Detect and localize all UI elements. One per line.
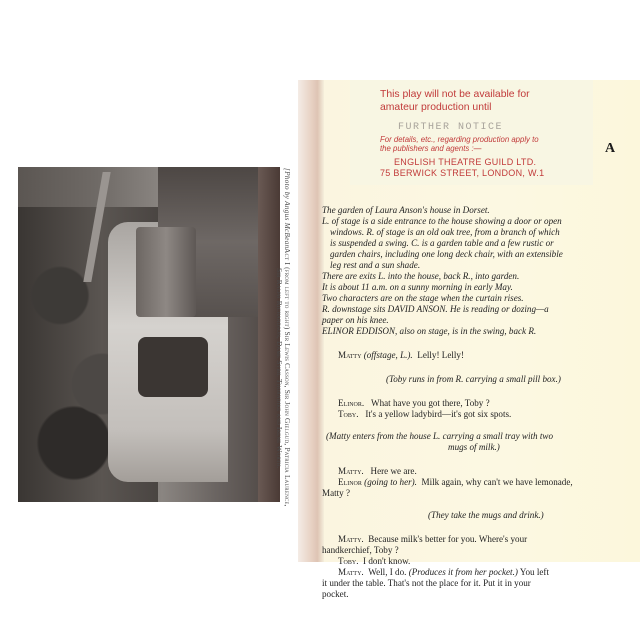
stage-direction: is suspended a swing. C. is a garden table and a few rustic or <box>330 238 554 248</box>
stage-direction: There are exits L. into the house, back R., into garden. <box>322 271 520 281</box>
stage-direction: It is about 11 a.m. on a sunny morning in early May. <box>322 282 513 292</box>
photo-pillar <box>136 227 196 317</box>
speech: It's a yellow ladybird—it's got six spots. <box>365 409 512 419</box>
dialogue-continuation: handkerchief, Toby ? <box>322 545 399 555</box>
direction: (offstage, L.). <box>363 350 413 360</box>
stamp-address: 75 BERWICK STREET, LONDON, W.1 <box>380 168 545 178</box>
speech: I don't know. <box>363 556 411 566</box>
stage-direction: L. of stage is a side entrance to the house showing a door or open <box>322 216 562 226</box>
stage-photograph <box>18 167 280 502</box>
book-spine <box>298 80 324 562</box>
stage-direction: garden chairs, including one long deck chair, with an extensible <box>330 249 563 259</box>
stamp-line-4: the publishers and agents :— <box>380 144 482 153</box>
dialogue-line <box>338 350 464 361</box>
stamp-line-2: amateur production until <box>380 102 492 113</box>
stamp-line-3: For details, etc., regarding production apply to <box>380 135 539 144</box>
caption-line-2: Sir Ralph Richardson, Dame Sybil Thorndike and Irene Worth. <box>275 268 284 469</box>
speaker: Matty. <box>338 466 364 476</box>
stage-direction: R. downstage sits DAVID ANSON. He is reading or dozing—a <box>322 304 549 314</box>
direction-line: (Toby runs in from R. carrying a small pill box.) <box>386 374 561 384</box>
speech: Here we are. <box>370 466 417 476</box>
dialogue-line <box>338 398 490 409</box>
speaker: Toby. <box>338 556 359 566</box>
dialogue-line <box>338 567 549 578</box>
speech: Lelly! Lelly! <box>417 350 464 360</box>
speech: Well, I do. <box>368 567 407 577</box>
stage-direction: Two characters are on the stage when the curtain rises. <box>322 293 524 303</box>
stamp-publisher: ENGLISH THEATRE GUILD LTD. <box>394 157 537 167</box>
direction-line: (Matty enters from the house L. carrying a small tray with two <box>326 431 553 441</box>
speaker: Elinor <box>338 477 362 487</box>
dialogue-continuation: it under the table. That's not the place for it. Put it in your <box>322 578 531 588</box>
photo-tree-trunk <box>138 337 208 397</box>
speaker: Matty <box>338 350 362 360</box>
photo-credit: [Photo by Angus McBean. <box>283 168 292 251</box>
dialogue-continuation: Matty ? <box>322 488 351 498</box>
stamp-further-notice: FURTHER NOTICE <box>398 122 504 133</box>
dialogue-line <box>338 477 573 488</box>
left-page <box>0 0 298 640</box>
direction-line: (They take the mugs and drink.) <box>428 510 544 520</box>
dialogue-continuation: pocket. <box>322 589 349 599</box>
caption-line-1: Act I (from left to right) Sir Lewis Casson, Sir John Gielgud, Patricia Laurence, <box>283 248 292 507</box>
speaker: Matty. <box>338 567 364 577</box>
stage-direction: windows. R. of stage is an old oak tree, from a branch of which <box>330 227 560 237</box>
speaker: Elinor. <box>338 398 365 408</box>
speech: You left <box>519 567 549 577</box>
stage-direction: paper on his knee. <box>322 315 389 325</box>
direction-line: mugs of milk.) <box>448 442 500 452</box>
dialogue-line <box>338 556 410 567</box>
dialogue-line <box>338 409 511 420</box>
availability-stamp <box>350 80 593 185</box>
speaker: Matty. <box>338 534 364 544</box>
direction: (Produces it from her pocket.) <box>408 567 518 577</box>
right-page <box>298 80 640 599</box>
speech: Milk again, why can't we have lemonade, <box>421 477 573 487</box>
speech: What have you got there, Toby ? <box>371 398 490 408</box>
speaker: Toby. <box>338 409 359 419</box>
stage-direction: leg rest and a sun shade. <box>330 260 421 270</box>
stage-direction: ELINOR EDDISON, also on stage, is in the swing, back R. <box>322 326 537 336</box>
dialogue-line <box>338 466 417 477</box>
stamp-line-1: This play will not be available for <box>380 89 530 100</box>
speech: Because milk's better for you. Where's your <box>368 534 528 544</box>
stage-direction: The garden of Laura Anson's house in Dorset. <box>322 205 490 215</box>
page-title-fragment: A <box>605 141 616 156</box>
direction: (going to her). <box>364 477 417 487</box>
dialogue-line <box>338 534 527 545</box>
